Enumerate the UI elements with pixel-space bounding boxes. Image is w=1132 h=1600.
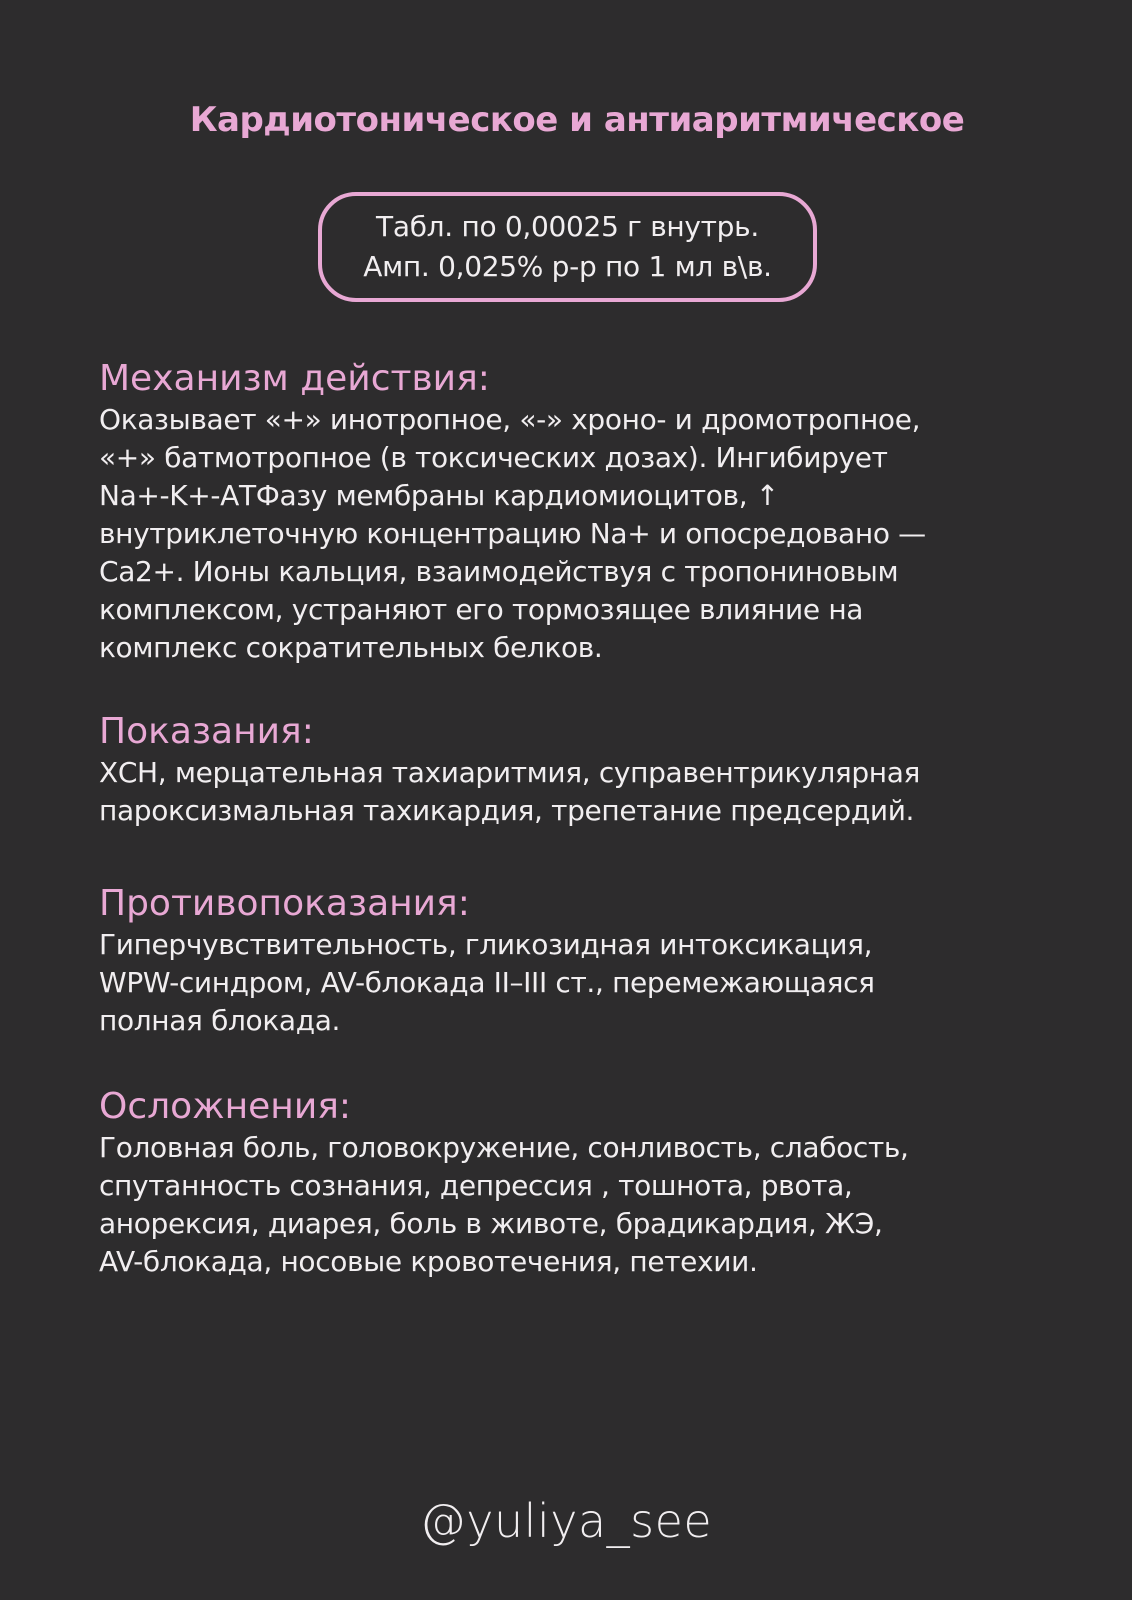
mechanism-heading: Механизм действия: <box>99 358 490 399</box>
page-title: Кардиотоническое и антиаритмическое <box>189 100 965 140</box>
indications-text <box>99 754 1059 830</box>
mechanism-text <box>99 401 1059 667</box>
contraindications-heading: Противопоказания: <box>99 883 470 924</box>
author-handle: @yuliya_see <box>419 1494 713 1548</box>
indications-heading: Показания: <box>99 711 314 752</box>
dosage-ampoule-line: Амп. 0,025% р-р по 1 мл в\в. <box>363 250 772 283</box>
dosage-tablet-line: Табл. по 0,00025 г внутрь. <box>376 210 759 243</box>
complications-text <box>99 1129 1059 1281</box>
mechanism-line: Оказывает «+» инотропное, «-» хроно- и дромотропное, <box>99 403 921 436</box>
contraindications-text <box>99 926 1059 1040</box>
complications-line: спутанность сознания, депрессия , тошнота, рвота, <box>99 1169 853 1202</box>
mechanism-line: Na+-K+-АТФазу мембраны кардиомиоцитов, ↑ <box>99 479 779 512</box>
dosage-box <box>318 192 817 302</box>
mechanism-section <box>99 357 1059 667</box>
indications-line: ХСН, мерцательная тахиаритмия, суправентрикулярная <box>99 756 921 789</box>
mechanism-line: Ca2+. Ионы кальция, взаимодействуя с тропониновым <box>99 555 899 588</box>
complications-line: Головная боль, головокружение, сонливость, слабость, <box>99 1131 909 1164</box>
contraindications-line: WPW-синдром, AV-блокада II–III ст., перемежающаяся <box>99 966 875 999</box>
contraindications-line: Гиперчувствительность, гликозидная интоксикация, <box>99 928 873 961</box>
complications-line: анорексия, диарея, боль в животе, брадикардия, ЖЭ, <box>99 1207 883 1240</box>
mechanism-line: «+» батмотропное (в токсических дозах). Ингибирует <box>99 441 888 474</box>
indications-line: пароксизмальная тахикардия, трепетание предсердий. <box>99 794 915 827</box>
contraindications-line: полная блокада. <box>99 1004 341 1037</box>
complications-line: AV-блокада, носовые кровотечения, петехии. <box>99 1245 758 1278</box>
complications-section <box>99 1085 1059 1281</box>
mechanism-line: комплексом, устраняют его тормозящее влияние на <box>99 593 864 626</box>
contraindications-section <box>99 882 1059 1040</box>
indications-section <box>99 710 1059 830</box>
mechanism-line: внутриклеточную концентрацию Na+ и опосредовано — <box>99 517 926 550</box>
mechanism-line: комплекс сократительных белков. <box>99 631 603 664</box>
complications-heading: Осложнения: <box>99 1086 351 1127</box>
